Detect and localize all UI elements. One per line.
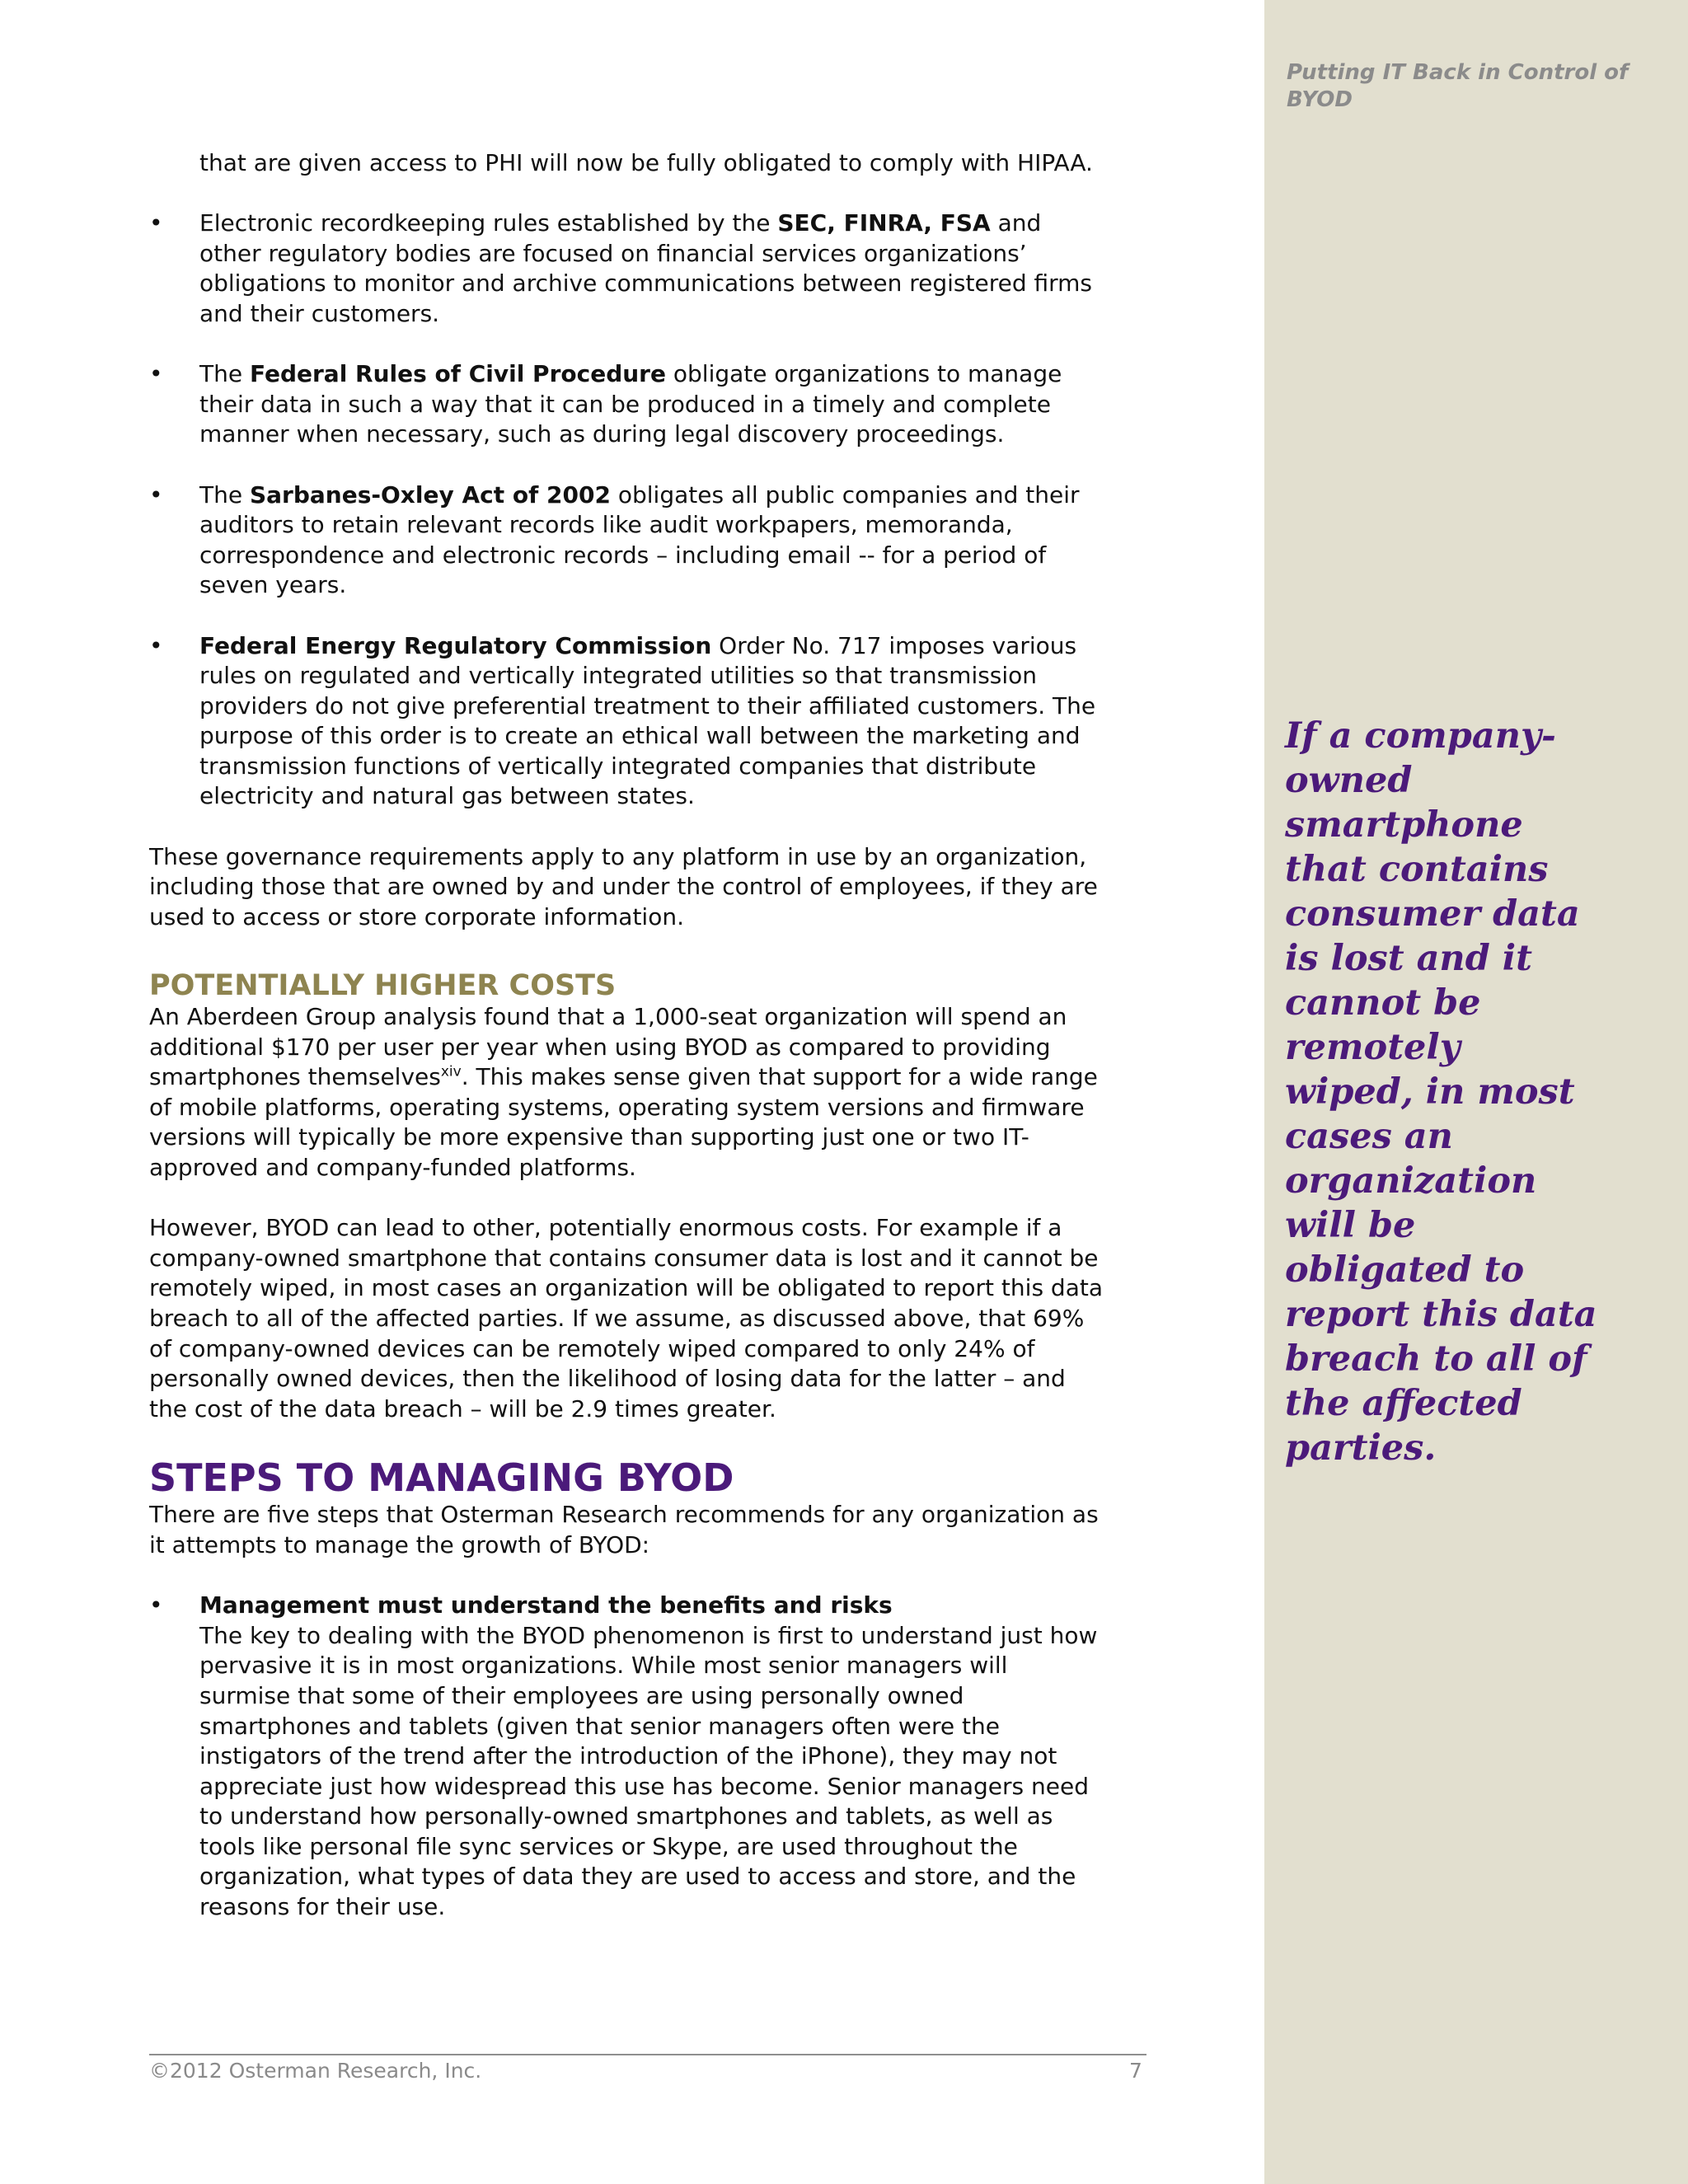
bullet-recordkeeping: • Electronic recordkeeping rules established by the SEC, FINRA, FSA and other regulatory bodies are focused on financial services organizations’ obligations to monitor and archive communications between registered firms and their customers. [149,209,1093,327]
bullet-marker: • [149,360,163,388]
section-heading-steps: STEPS TO MANAGING BYOD [149,1455,734,1501]
bold-term: Federal Rules of Civil Procedure [249,360,666,388]
bullet-marker: • [149,480,163,509]
bullet-sox: • The Sarbanes-Oxley Act of 2002 obligates all public companies and their auditors to retain relevant records like audit workpapers, memoranda, correspondence and electronic records – including email -- for a period of seven years. [149,480,1080,599]
section-heading-costs: POTENTIALLY HIGHER COSTS [149,969,617,1003]
bullet-ferc: • Federal Energy Regulatory Commission Order No. 717 imposes various rules on regulated and vertically integrated utilities so that transmission providers do not give preferential treatment to their affiliated customers. The purpose of this order is to create an ethical wall between the marketing and transmission functions of vertically integrated companies that distribute electricity and natural gas between states. [149,631,1096,810]
footer-divider [149,2054,1146,2055]
governance-paragraph: These governance requirements apply to any platform in use by an organization, including those that are owned by and under the control of employees, if they are used to access or store corporate information. [149,842,1098,930]
pull-quote: If a company-owned smartphone that contains consumer data is lost and it cannot be remotely wiped, in most cases an organization will be obligated to report this data breach to all of the affected parties. [1285,715,1597,1469]
endnote-ref: xiv [440,1063,462,1080]
bullet-step-1 [149,1591,1105,1923]
steps-intro: There are five steps that Osterman Research recommends for any organization as it attempts to manage the growth of BYOD: [149,1501,1099,1558]
page-number: 7 [1129,2059,1142,2083]
footer-copyright: ©2012 Osterman Research, Inc. [149,2059,482,2083]
bullet-marker: • [149,209,163,237]
hipaa-continuation: that are given access to PHI will now be fully obligated to comply with HIPAA. [199,149,1093,176]
document-header-title: Putting IT Back in Control of BYOD [1287,60,1629,112]
bullet-frcp: • The Federal Rules of Civil Procedure obligate organizations to manage their data in such a way that it can be produced in a timely and complete manner when necessary, such as during legal discovery proceedings. [149,360,1062,448]
bold-term: Federal Energy Regulatory Commission [199,631,712,659]
costs-paragraph-1: An Aberdeen Group analysis found that a 1,000-seat organization will spend an additional $170 per user per year when using BYOD as compared to providing smartphones themselves$^{xiv}$. This makes sense given that support for a wide range of mobile platforms, operating systems, operating system versions and firmware versions will typically be more expensive than supporting just one or two IT-approved and company-funded platforms. [149,1003,1098,1181]
step-title: Management must understand the benefits and risks [199,1591,893,1619]
main-content [149,148,1105,1923]
bullet-marker: • [149,1591,163,1619]
bold-term: Sarbanes-Oxley Act of 2002 [249,480,611,509]
bold-term: SEC, FINRA, FSA [777,209,991,237]
bullet-marker: • [149,631,163,659]
costs-paragraph-2: However, BYOD can lead to other, potentially enormous costs. For example if a company-owned smartphone that contains consumer data is lost and it cannot be remotely wiped, in most cases an organization will be obligated to report this data breach to all of the affected parties. If we assume, as discussed above, that 69% of company-owned devices can be remotely wiped compared to only 24% of personally owned devices, then the likelihood of losing data for the latter – and the cost of the data breach – will be 2.9 times greater. [149,1214,1103,1422]
step-body: The key to dealing with the BYOD phenomenon is first to understand just how pervasive it is in most organizations. While most senior managers will surmise that some of their employees are using personally owned smartphones and tablets (given that senior managers often were the instigators of the trend after the introduction of the iPhone), they may not appreciate just how widespread this use has become. Senior managers need to understand how personally-owned smartphones and tablets, as well as tools like personal file sync services or Skype, are used throughout the organization, what types of data they are used to access and store, and the reasons for their use. [199,1621,1098,1921]
